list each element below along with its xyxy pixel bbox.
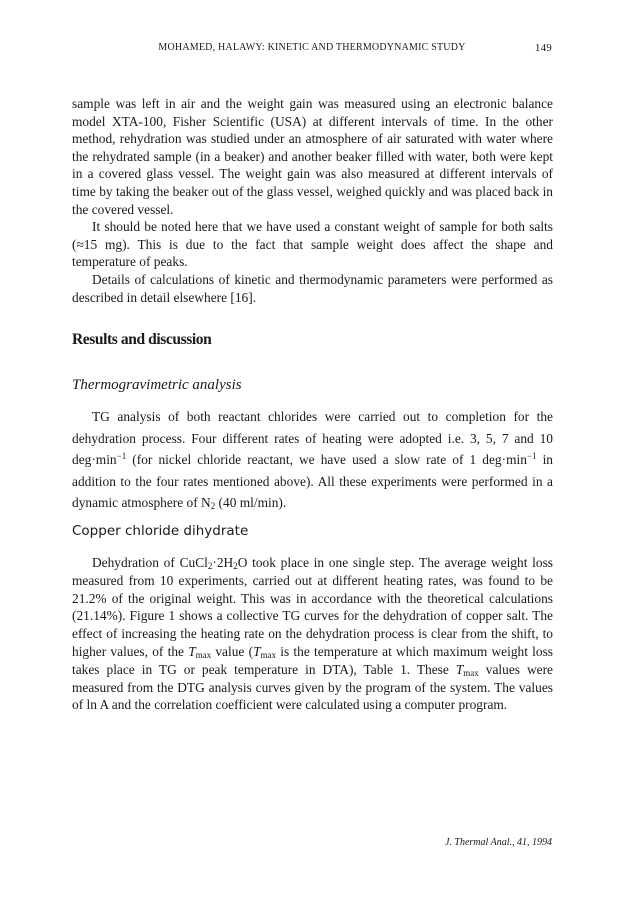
tmax-sub-3: max — [463, 667, 479, 678]
tg-text-b: (for nickel chloride reactant, we have used a slow rate of 1 deg·min — [126, 452, 527, 467]
cu-text-f: values were measured from the DTG analysis curves given by the program of the system. The values of ln A and the correlation coefficient were calculated using a computer program. — [72, 661, 553, 713]
cu-text-b: ·2H — [212, 555, 234, 570]
page-number: 149 — [534, 42, 552, 54]
cu-text-a: Dehydration of CuCl — [92, 555, 208, 570]
running-title: MOHAMED, HALAWY: KINETIC AND THERMODYNAMIC STUDY — [158, 42, 466, 53]
subsection-heading-tg: Thermogravimetric analysis — [72, 377, 242, 393]
tg-text-c: in addition to the four rates mentioned above). All these experiments were performed in a dynamic atmosphere of N — [72, 452, 554, 510]
tmax-symbol-1: T — [188, 643, 196, 659]
tg-analysis-block — [72, 406, 553, 514]
tg-superscript-2: −1 — [526, 451, 537, 461]
paragraph-calculations: Details of calculations of kinetic and thermodynamic parameters were performed as described in detail elsewhere [16]. — [72, 271, 553, 305]
tg-subscript: 2 — [210, 501, 216, 511]
cu-sub-1: 2 — [207, 561, 213, 571]
paragraph-copper-dehydration — [72, 554, 553, 714]
subsection-heading-copper: Copper chloride dihydrate — [72, 523, 249, 539]
cu-text-d: value ( — [211, 643, 254, 659]
tmax-symbol-2: T — [253, 643, 261, 659]
tg-text-a: TG analysis of both reactant chlorides were carried out to completion for the dehydration process. Four different rates of heating were adopted i.e. 3, 5, 7 and 10 deg·min — [72, 409, 553, 467]
tg-superscript-1: −1 — [116, 451, 127, 461]
cu-sub-2: 2 — [233, 561, 238, 571]
section-heading: Results and discussion — [72, 331, 212, 348]
cu-text-e: is the temperature at which maximum weight loss takes place in TG or peak temperature in DTA), Table 1. These — [72, 643, 554, 677]
paragraph-tg-analysis — [72, 406, 553, 514]
tmax-sub-1: max — [195, 649, 212, 660]
cu-text-c: O took place in one single step. The average weight loss measured from 10 experiments, carried out at different heating rates, was found to be 21.2% of the original weight. This was in accordance with the theoretical calculations (21.14%). Figure 1 shows a collective TG curves for the dehydration of copper salt. The effect of increasing the heating rate on the dehydration process is clear from the shift, to higher values, of the — [72, 555, 553, 659]
copper-block — [72, 554, 553, 714]
methods-continuation — [72, 95, 553, 306]
tmax-sub-2: max — [260, 649, 277, 660]
journal-footer: J. Thermal Anal., 41, 1994 — [444, 837, 552, 848]
paragraph-sample-weight: It should be noted here that we have used a constant weight of sample for both salts (≈15 mg). This is due to the fact that sample weight does affect the shape and temperature of peaks. — [72, 219, 553, 270]
tmax-symbol-3: T — [455, 661, 464, 677]
tg-text-d: (40 ml/min). — [215, 495, 287, 510]
paragraph-rehydration: sample was left in air and the weight gain was measured using an electronic balance model XTA-100, Fisher Scientific (USA) at different intervals of time. In the other method, rehydration was studied under an atmosphere of air saturated with water where the rehydrated sample (in a beaker) and another beaker filled with water, both were kept in a covered glass vessel. The weight gain was also measured at different intervals of time by taking the beaker out of the glass vessel, weighed quickly and was placed back in the covered vessel. — [72, 96, 553, 217]
